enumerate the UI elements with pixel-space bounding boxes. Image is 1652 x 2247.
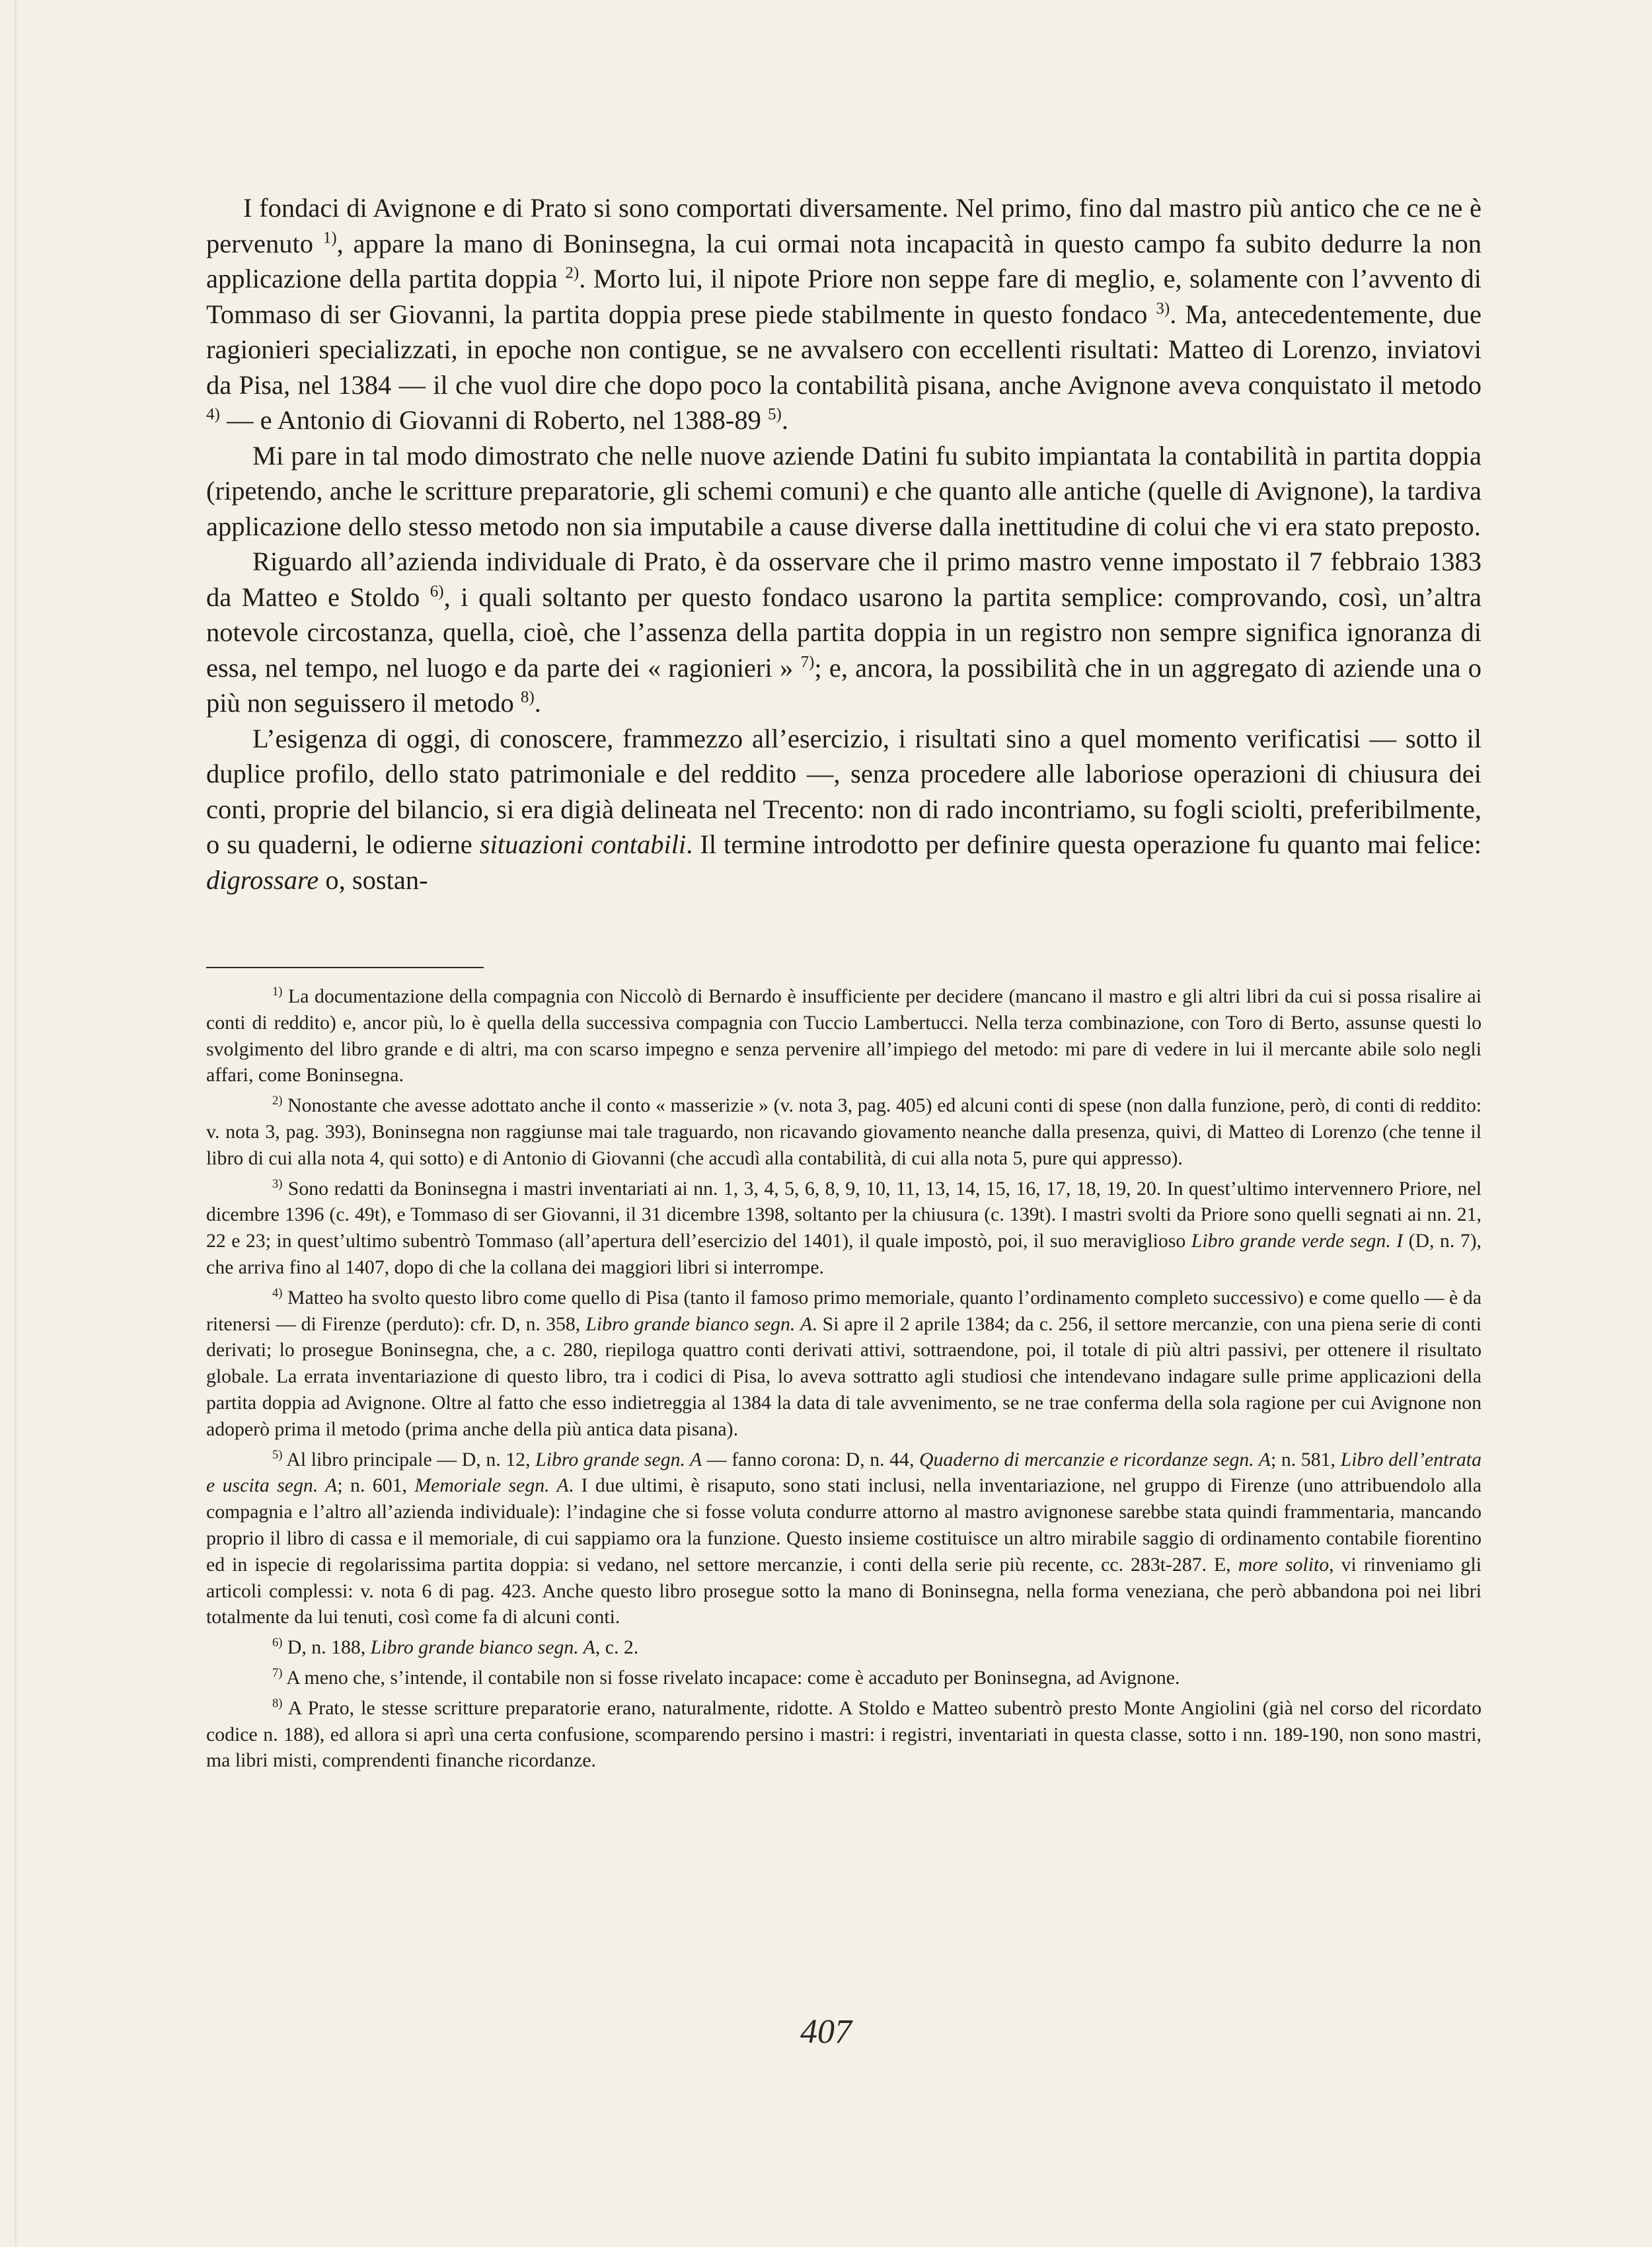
footnote-5 <box>206 1447 1482 1631</box>
main-text <box>206 190 1482 897</box>
italic-text: Libro grande verde segn. I <box>1191 1230 1404 1252</box>
text-run: Mi pare in tal modo dimostrato che nelle nuove aziende Datini fu subito impiantata la contabilità in partita doppia (ripetendo, anche le scritture preparatorie, gli schemi comuni) e che quanto alle antiche (quelle di Avignone), la tardiva applicazione dello stesso metodo non sia imputabile a cause diverse dalla inettitudine di colui che vi era stato preposto. <box>206 440 1482 541</box>
paragraph <box>206 190 1482 438</box>
note-ref: 6) <box>272 1636 283 1650</box>
text-run: . Morto lui, il nipote Priore non seppe fare di meglio, e, solamente con l’avvento di Tommaso di ser Giovanni, la partita doppia prese piede stabilmente in questo fondaco <box>206 264 1482 329</box>
note-ref: 2) <box>565 264 580 282</box>
text-run: La documentazione della compagnia con Niccolò di Bernardo è insufficiente per decidere (mancano il mastro e gli altri libri da cui si possa risalire ai conti di reddito) e, ancor più, lo è quella della successiva compagnia con Tuccio Lambertucci. Nella terza combinazione, con Toro di Berto, assunse questi lo svolgimento del libro grande e di altri, ma con scarso impegno e senza pervenire all’impiego del metodo: mi pare di vedere in lui il mercante abile solo negli affari, come Boninsegna. <box>206 985 1482 1086</box>
note-ref: 1) <box>322 229 337 247</box>
text-run: Nonostante che avesse adottato anche il conto « masserizie » (v. nota 3, pag. 405) ed alcuni conti di spese (non dalla funzione, però, di conti di reddito: v. nota 3, pag. 393), Boninsegna non raggiunse mai tale traguardo, non ricavando giovamento neanche dalla presenza, quivi, di Matteo di Lorenzo (che tenne il libro di cui alla nota 4, qui sotto) e di Antonio di Giovanni (che accudì alla contabilità, di cui alla nota 5, pure qui appresso). <box>206 1094 1482 1169</box>
note-ref: 4) <box>206 405 220 424</box>
footnote-4 <box>206 1285 1482 1443</box>
footnote-separator <box>206 967 484 968</box>
italic-text: Libro grande bianco segn. A <box>370 1636 595 1659</box>
paragraph <box>206 721 1482 898</box>
footnote-6 <box>206 1634 1482 1661</box>
text-run: . Il termine introdotto per definire questa operazione fu quanto mai felice: <box>686 829 1482 859</box>
italic-text: Memoriale segn. A <box>414 1474 569 1497</box>
italic-text: Quaderno di mercanzie e ricordanze segn. A <box>919 1448 1271 1470</box>
text-run: A Prato, le stesse scritture preparatorie erano, naturalmente, ridotte. A Stoldo e Matteo subentrò presto Monte Angiolini (già nel corso del ricordato codice n. 188), ed allora si aprì una certa confusione, scomparendo persino i mastri: i registri, inventariati in questa classe, sotto i nn. 189-190, non sono mastri, ma libri misti, comprendenti finanche ricordanze. <box>206 1696 1482 1772</box>
footnote-8 <box>206 1695 1482 1774</box>
text-run: , c. 2. <box>595 1636 639 1659</box>
text-run: Matteo ha svolto questo libro come quello di Pisa (tanto il famoso primo memoriale, quanto l’ordinamento completo successivo) e come quello — è da ritenersi — di Firenze (perduto): cfr. D, n. 358, <box>206 1286 1482 1335</box>
note-ref: 2) <box>272 1094 283 1108</box>
note-ref: 8) <box>520 688 535 706</box>
text-run: . Si apre il 2 aprile 1384; da c. 256, il settore mercanzie, con una piena serie di conti derivati; lo prosegue Boninsegna, che, a c. 280, riepiloga quattro conti derivati attivi, sottraendone, poi, il totale di più altri passivi, per ottenere il risultato globale. La errata inventariazione di questo libro, tra i codici di Pisa, lo aveva sottratto agli studiosi che intendevano indagare sulle prime applicazioni della partita doppia ad Avignone. Oltre al fatto che esso indietreggia al 1384 la data di tale avvenimento, se ne trae conferma della sola ragione per cui Avignone non adoperò prima il metodo (prima anche della più antica data pisana). <box>206 1313 1482 1440</box>
text-run: Riguardo all’azienda individuale di Prato, è da osservare che il primo mastro venne impostato il 7 febbraio 1383 da Matteo e Stoldo <box>206 547 1482 612</box>
footnotes <box>206 983 1482 1778</box>
text-run: , appare la mano di Boninsegna, la cui ormai nota incapacità in questo campo fa subito dedurre la non applicazione della partita doppia <box>206 228 1482 293</box>
footnote-2 <box>206 1092 1482 1171</box>
note-ref: 1) <box>272 985 283 999</box>
note-ref: 3) <box>272 1176 283 1190</box>
text-run: — fanno corona: D, n. 44, <box>702 1448 920 1470</box>
text-run: o, sostan- <box>319 864 428 895</box>
note-ref: 5) <box>767 405 782 424</box>
note-ref: 4) <box>272 1285 283 1299</box>
text-run: D, n. 188, <box>282 1636 371 1659</box>
paragraph <box>206 544 1482 721</box>
italic-text: Libro dell’entrata e uscita segn. A <box>206 1448 1482 1497</box>
note-ref: 5) <box>272 1447 283 1461</box>
page-number: 407 <box>800 2013 852 2051</box>
text-run: ; e, ancora, la possibilità che in un aggregato di aziende una o più non seguissero il metodo <box>206 652 1482 718</box>
text-run: — e Antonio di Giovanni di Roberto, nel 1388-89 <box>219 405 768 435</box>
note-ref: 8) <box>272 1696 283 1710</box>
footnote-7 <box>206 1665 1482 1691</box>
note-ref: 6) <box>430 582 444 600</box>
text-run: . <box>534 688 541 718</box>
text-run: , i quali soltanto per questo fondaco usarono la partita semplice: comprovando, così, un’altra notevole circostanza, quella, cioè, che l’assenza della partita doppia in un registro non sempre significa ignoranza di essa, nel tempo, nel luogo e da parte dei « ragionieri » <box>206 582 1482 683</box>
note-ref: 3) <box>1156 299 1170 317</box>
text-run: (D, n. 7), che arriva fino al 1407, dopo di che la collana dei maggiori libri si interrompe. <box>206 1230 1482 1278</box>
text-run: I fondaci di Avignone e di Prato si sono comportati diversamente. Nel primo, fino dal mastro più antico che ce ne è pervenuto <box>206 193 1482 258</box>
text-run: L’esigenza di oggi, di conoscere, frammezzo all’esercizio, i risultati sino a quel momento verificatisi — sotto il duplice profilo, dello stato patrimoniale e del reddito —, senza procedere alle laboriose operazioni di chiusura dei conti, proprie del bilancio, si era digià delineata nel Trecento: non di rado incontriamo, su fogli sciolti, preferibilmente, o su quaderni, le odierne <box>206 723 1482 859</box>
text-run: . I due ultimi, è risaputo, sono stati inclusi, nella inventariazione, nel gruppo di Firenze (uno attribuendolo alla compagnia e l’altro all’azienda individuale): l’indagine che si fosse voluta condurre attorno al mastro avignonese sarebbe stata quindi frammentaria, mancando proprio il libro di cassa e il memoriale, di cui sappiamo ora la funzione. Questo insieme costituisce un altro mirabile saggio di ordinamento contabile fiorentino ed in ispecie di regolarissima partita doppia: si vedano, nel settore mercanzie, i conti della serie più recente, cc. 283t-287. E, <box>206 1474 1482 1576</box>
note-ref: 7) <box>272 1666 283 1679</box>
italic-text: digrossare <box>206 864 319 895</box>
text-run: Sono redatti da Boninsegna i mastri inventariati ai nn. 1, 3, 4, 5, 6, 8, 9, 10, 11, 13, 14, 15, 16, 17, 18, 19, 20. In quest’ultimo intervennero Priore, nel dicembre 1396 (c. 49t), e Tommaso di ser Giovanni, il 31 dicembre 1398, soltanto per la chiusura (c. 139t). I mastri svolti da Priore sono quelli segnati ai nn. 21, 22 e 23; in quest’ultimo subentrò Tommaso (all’apertura dell’esercizio del 1401), il quale impostò, poi, il suo meraviglioso <box>206 1177 1482 1252</box>
paragraph <box>206 438 1482 545</box>
italic-text: Libro grande bianco segn. A <box>585 1313 813 1335</box>
footnote-1 <box>206 983 1482 1088</box>
italic-text: more solito <box>1238 1553 1330 1576</box>
text-run: , vi rinveniamo gli articoli complessi: v. nota 6 di pag. 423. Anche questo libro prosegue sotto la mano di Boninsegna, nella forma veneziana, che però abbandona poi nei libri totalmente da lui tenuti, così come fa di alcuni conti. <box>206 1553 1482 1628</box>
text-run: A meno che, s’intende, il contabile non si fosse rivelato incapace: come è accaduto per Boninsegna, ad Avignone. <box>282 1666 1180 1689</box>
page-binding-edge <box>15 0 19 2247</box>
italic-text: Libro grande segn. A <box>535 1448 702 1470</box>
footnote-3 <box>206 1176 1482 1281</box>
text-run: ; n. 581, <box>1270 1448 1341 1470</box>
text-run: Al libro principale — D, n. 12, <box>282 1448 536 1470</box>
text-run: . <box>781 405 789 435</box>
text-run: . Ma, antecedentemente, due ragionieri specializzati, in epoche non contigue, se ne avvalsero con eccellenti risultati: Matteo di Lorenzo, inviatovi da Pisa, nel 1384 — il che vuol dire che dopo poco la contabilità pisana, anche Avignone aveva conquistato il metodo <box>206 299 1482 400</box>
italic-text: situazioni contabili <box>479 829 687 859</box>
note-ref: 7) <box>800 653 815 671</box>
text-run: ; n. 601, <box>337 1474 415 1497</box>
